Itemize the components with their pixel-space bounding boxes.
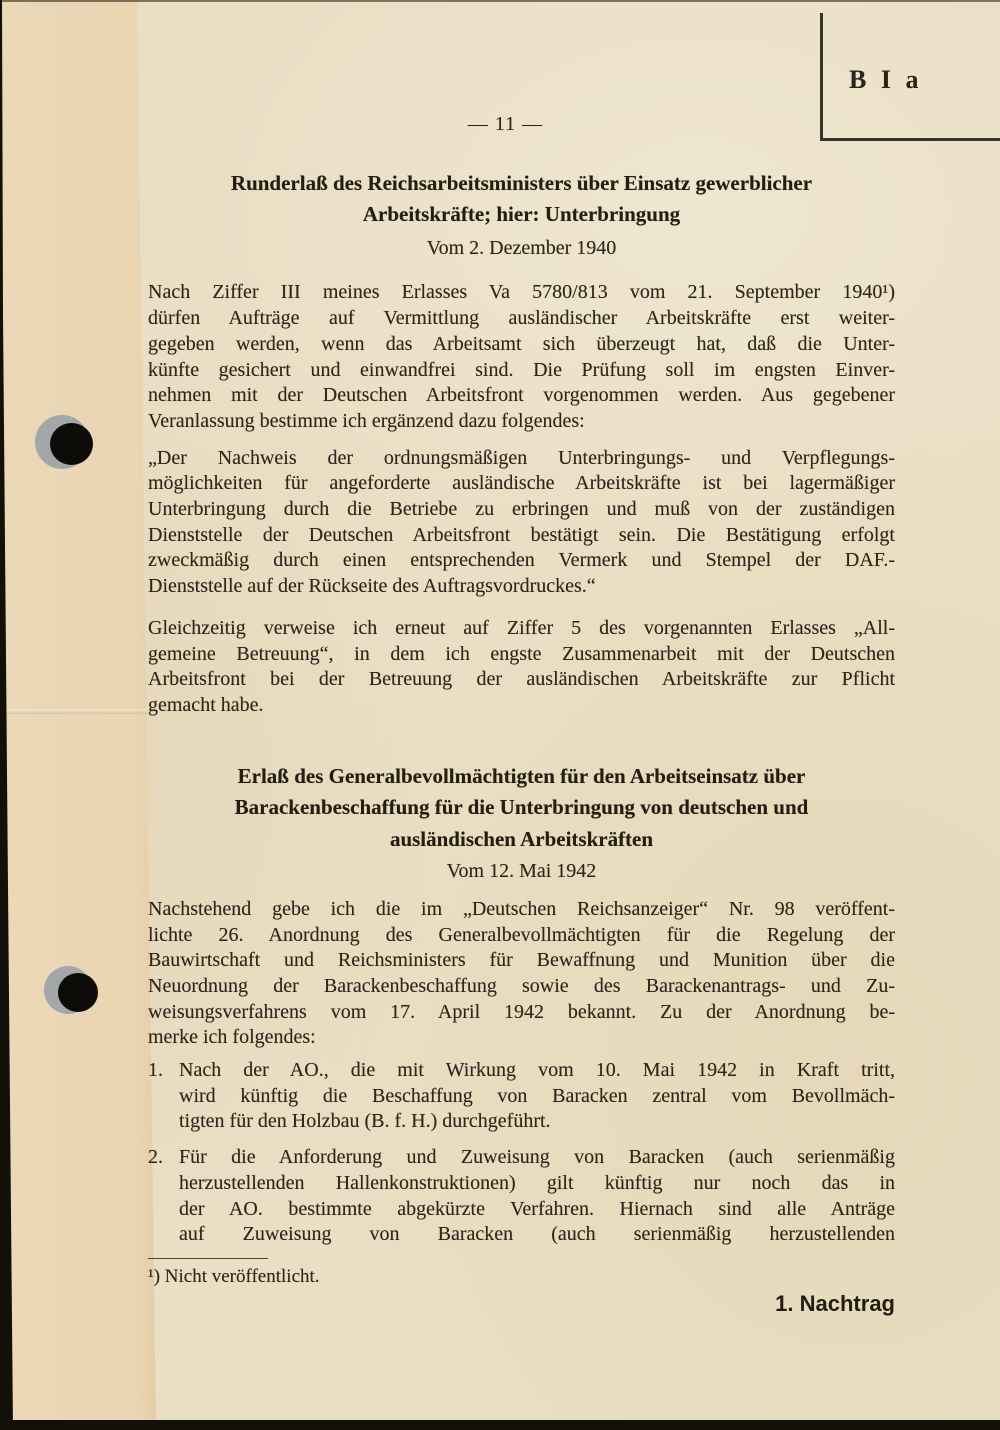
scanner-edge-top <box>0 0 1000 2</box>
page-fold-strip <box>0 0 160 1430</box>
classification-stamp-label: B I a <box>849 65 923 94</box>
title-line: ausländischen Arbeitskräften <box>389 826 654 851</box>
title-line: Barackenbeschaffung für die Unterbringung von deutschen und <box>234 795 809 820</box>
text-line: merke ich folgendes: <box>148 1026 316 1049</box>
text-line: nehmen mit der Deutschen Arbeitsfront vorgenommen werden. Aus gegebener <box>148 384 895 407</box>
text-line: Nach der AO., die mit Wirkung vom 10. Mai 1942 in Kraft tritt, <box>179 1059 895 1082</box>
footer-supplement-label: 1. Nachtrag <box>775 1291 895 1316</box>
list-item-2 <box>148 1145 895 1248</box>
page-number: — 11 — <box>467 113 544 135</box>
text-line: Dienststelle der Deutschen Arbeitsfront bestätigt sein. Die Bestätigung erfolgt <box>148 523 895 546</box>
scanner-edge-bottom <box>0 1420 1000 1430</box>
text-line: Bauwirtschaft und Reichsministers für Bewaffnung und Munition über die <box>148 949 895 972</box>
text-line: Gleichzeitig verweise ich erneut auf Ziffer 5 des vorgenannten Erlasses „All- <box>148 616 895 639</box>
text-line: dürfen Aufträge auf Vermittlung ausländischer Arbeitskräfte erst weiter- <box>148 307 895 330</box>
text-line: Nachstehend gebe ich die im „Deutschen Reichsanzeiger“ Nr. 98 veröffent- <box>148 897 895 920</box>
text-line: „Der Nachweis der ordnungsmäßigen Unterbringungs- und Verpflegungs- <box>148 446 895 469</box>
text-line: gegeben werden, wenn das Arbeitsamt sich überzeugt hat, daß die Unter- <box>148 332 895 355</box>
text-line: Veranlassung bestimme ich ergänzend dazu folgendes: <box>148 409 585 432</box>
text-line: lichte 26. Anordnung des Generalbevollmächtigten für die Regelung der <box>148 923 895 946</box>
hole-punch-hole <box>50 423 93 465</box>
section1-date: Vom 2. Dezember 1940 <box>426 236 617 259</box>
section1-title <box>148 168 895 231</box>
list-item-1 <box>148 1058 895 1135</box>
text-line: auf Zuweisung von Baracken (auch serienmäßig herzustellenden <box>179 1223 895 1246</box>
text-line: gemeine Betreuung“, in dem ich engste Zusammenarbeit mit der Deutschen <box>148 642 895 665</box>
text-line: künfte gesichert und einwandfrei sind. Die Prüfung soll im engsten Einver- <box>148 358 895 381</box>
section1-paragraph-3 <box>148 616 895 719</box>
title-line: Runderlaß des Reichsarbeitsministers über Einsatz gewerblicher <box>230 170 813 195</box>
text-line: herzustellenden Hallenkonstruktionen) gilt künftig nur noch das in <box>179 1171 895 1194</box>
title-line: Erlaß des Generalbevollmächtigten für den Arbeitseinsatz über <box>237 763 806 788</box>
hole-punch-hole <box>58 973 98 1012</box>
list-item-text <box>179 1145 895 1248</box>
section2-date: Vom 12. Mai 1942 <box>446 860 597 883</box>
text-line: der AO. bestimmte abgekürzte Verfahren. Hiernach sind alle Anträge <box>179 1197 895 1220</box>
text-line: gemacht habe. <box>148 693 264 716</box>
footnote-text: ¹) Nicht veröffentlicht. <box>148 1266 320 1287</box>
section2-title <box>148 761 895 856</box>
text-line: zweckmäßig durch einen entsprechenden Vermerk und Stempel der DAF.- <box>148 549 895 572</box>
text-line: Dienststelle auf der Rückseite des Auftragsvordruckes.“ <box>148 575 596 598</box>
list-item-number: 2. <box>148 1146 163 1169</box>
text-line: tigten für den Holzbau (B. f. H.) durchgeführt. <box>179 1110 551 1133</box>
list-item-text <box>179 1058 895 1135</box>
section1-paragraph-2 <box>148 446 895 600</box>
title-line: Arbeitskräfte; hier: Unterbringung <box>362 202 681 227</box>
section2-paragraph-1 <box>148 897 895 1051</box>
section1-paragraph-1 <box>148 280 895 434</box>
text-line: Unterbringung durch die Betriebe zu erbringen und muß von der zuständigen <box>148 498 895 521</box>
text-line: wird künftig die Beschaffung von Baracken zentral vom Bevollmäch- <box>179 1084 895 1107</box>
list-item-number: 1. <box>148 1059 163 1082</box>
text-line: möglichkeiten für angeforderte ausländische Arbeitskräfte ist bei lagermäßiger <box>148 472 895 495</box>
document-content <box>148 112 895 1290</box>
fold-crease <box>2 709 148 714</box>
text-line: Arbeitsfront bei der Betreuung der ausländischen Arbeitskräfte zur Pflicht <box>148 668 895 691</box>
text-line: Für die Anforderung und Zuweisung von Baracken (auch serienmäßig <box>179 1146 895 1169</box>
footnote-rule <box>148 1258 268 1259</box>
text-line: Nach Ziffer III meines Erlasses Va 5780/813 vom 21. September 1940¹) <box>148 281 895 304</box>
text-line: weisungsverfahrens vom 17. April 1942 bekannt. Zu der Anordnung be- <box>148 1000 895 1023</box>
text-line: Neuordnung der Barackenbeschaffung sowie des Barackenantrags- und Zu- <box>148 974 895 997</box>
